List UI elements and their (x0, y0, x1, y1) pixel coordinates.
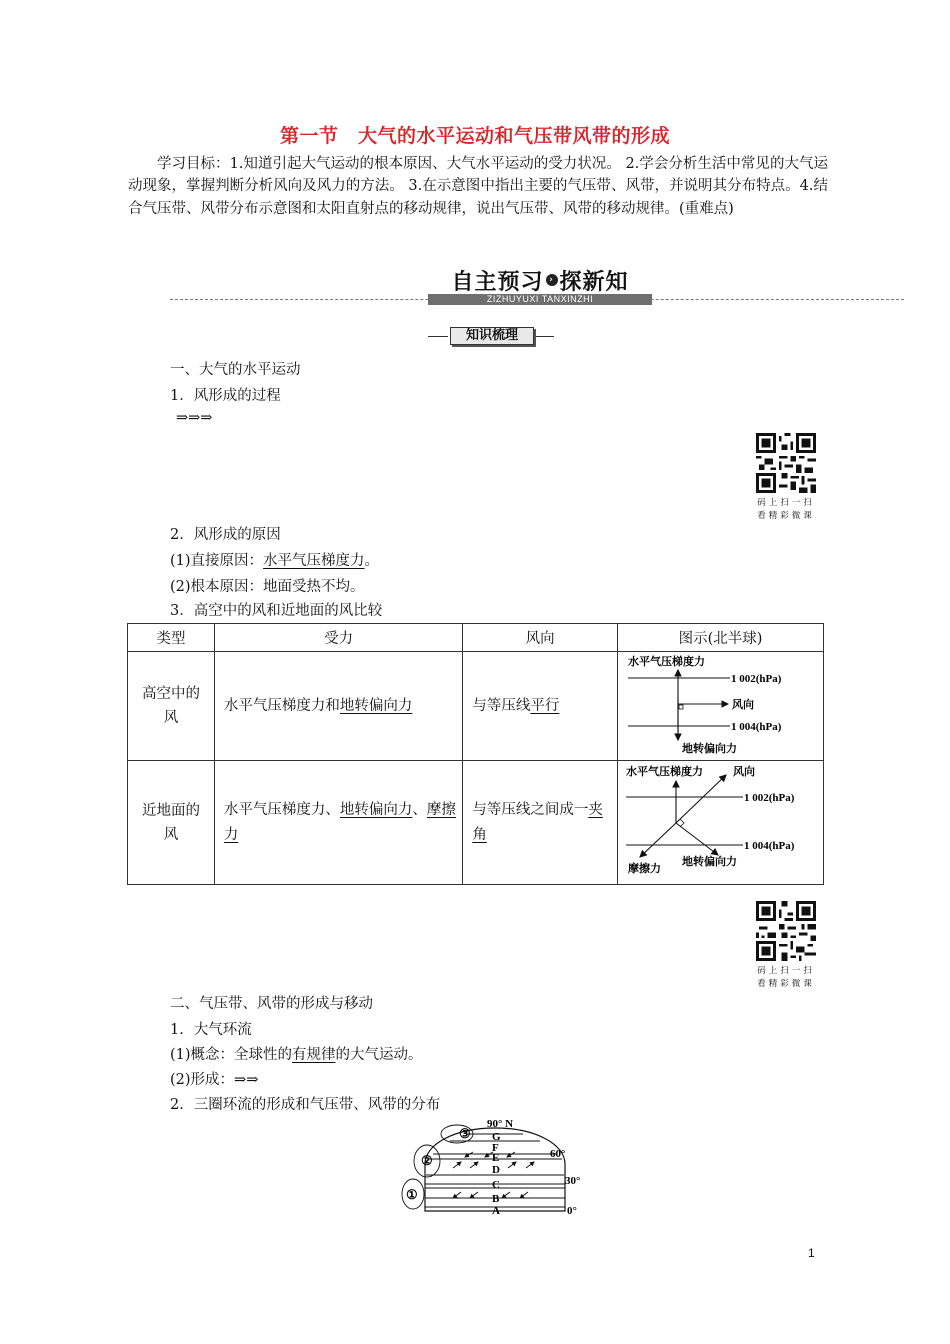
header-diagram: 图示(北半球) (617, 624, 823, 652)
label-pgf: 水平气压梯度力 (627, 656, 705, 668)
row2-force-answer2: 摩擦力 (223, 801, 456, 843)
qr-caption-1-line1: 码上扫一扫 (757, 498, 815, 508)
band-letter-e: E (492, 1152, 500, 1164)
qr-code-icon[interactable] (756, 901, 816, 961)
direct-cause: (1)直接原因：水平气压梯度力。 (170, 553, 380, 569)
band-letter-a: A (492, 1205, 500, 1217)
label-pgf-2: 水平气压梯度力 (625, 766, 703, 778)
concept-answer: 有规律 (292, 1047, 336, 1063)
page-number: 1 (808, 1246, 815, 1260)
section-banner (428, 266, 652, 306)
circulation-concept: (1)概念：全球性的有规律的大气运动。 (170, 1047, 423, 1063)
upper-wind-diagram-cell (617, 652, 823, 761)
label-1002-2: 1 002(hPa) (743, 792, 795, 804)
header-force: 受力 (214, 624, 462, 652)
band-letter-f: F (492, 1142, 499, 1154)
row1-force-answer: 地转偏向力 (339, 697, 413, 714)
label-coriolis: 地转偏向力 (681, 743, 737, 755)
row1-direction-answer: 平行 (530, 697, 560, 714)
table-row (128, 652, 824, 761)
row2-force-answer1: 地转偏向力 (339, 801, 413, 818)
row2-force: 水平气压梯度力、地转偏向力、摩擦力 (214, 761, 462, 885)
band-letter-d: D (492, 1164, 500, 1176)
row2-direction: 与等压线之间成一夹角 (463, 761, 618, 885)
band-letter-g: G (492, 1131, 501, 1143)
lat-30: 30° (565, 1175, 581, 1187)
label-wind-2: 风向 (732, 766, 755, 778)
qr-code-block-1[interactable] (753, 433, 819, 523)
upper-wind-diagram (618, 652, 823, 756)
label-friction: 摩擦力 (627, 863, 661, 875)
table-row (128, 761, 824, 885)
qr-caption-2-line1: 码上扫一扫 (757, 966, 815, 976)
banner-main: 自主预习 (451, 269, 544, 295)
section1-heading: 一、大气的水平运动 (170, 362, 301, 378)
surface-wind-diagram (618, 761, 823, 880)
qr-caption-2-line2: 看精彩微课 (757, 979, 815, 989)
wind-process-arrows: ⇒⇒⇒ (176, 410, 213, 426)
banner-accent: 探新知 (559, 269, 629, 295)
qr-code-icon[interactable] (756, 433, 816, 493)
knowledge-tag (428, 327, 554, 345)
table-header-row (128, 624, 824, 652)
banner-pinyin: ZIZHUYUXI TANXINZHI (428, 294, 652, 305)
learning-objectives: 学习目标：1.知道引起大气运动的根本原因、大气水平运动的受力状况。 2.学会分析生活中常见的大气运动现象，掌握判断分析风向及风力的方法。 3.在示意图中指出主要的气压带、风带，并说明其分布特点。4.结合气压带、风带分布示意图和太阳直射点的移动规律，说出气压带、风带的移动规律。(重难点) (128, 156, 828, 217)
row1-direction: 与等压线平行 (463, 652, 618, 761)
qr-caption-1-line2: 看精彩微课 (757, 511, 815, 521)
banner-arrow-icon: › (546, 274, 558, 286)
label-1004-2: 1 004(hPa) (743, 840, 795, 852)
section1-item3: 3．高空中的风和近地面的风比较 (170, 603, 383, 619)
knowledge-tag-label: 知识梳理 (450, 327, 534, 345)
row1-force: 水平气压梯度力和地转偏向力 (214, 652, 462, 761)
row1-type: 高空中的风 (128, 652, 215, 761)
header-direction: 风向 (463, 624, 618, 652)
section2-item1: 1．大气环流 (170, 1022, 252, 1038)
wind-comparison-table (127, 623, 824, 885)
direct-cause-answer: 水平气压梯度力 (263, 553, 365, 569)
row2-type: 近地面的风 (128, 761, 215, 885)
section2-item2: 2．三圈环流的形成和气压带、风带的分布 (170, 1097, 441, 1113)
page-title: 第一节 大气的水平运动和气压带风带的形成 (279, 125, 670, 147)
label-wind: 风向 (731, 699, 754, 711)
lat-60: 60° (550, 1148, 566, 1160)
section2-heading: 二、气压带、风带的形成与移动 (170, 996, 373, 1012)
circulation-formation: (2)形成：⇒⇒ (170, 1072, 259, 1088)
band-letter-b: B (492, 1193, 500, 1205)
header-type: 类型 (128, 624, 215, 652)
lat-0: 0° (567, 1205, 577, 1217)
label-coriolis-2: 地转偏向力 (681, 856, 737, 868)
band-letter-c: C (492, 1179, 500, 1191)
section1-item1: 1．风形成的过程 (170, 388, 281, 404)
cell-label-2: ② (421, 1153, 433, 1168)
qr-code-block-2[interactable] (753, 901, 819, 991)
label-1002: 1 002(hPa) (730, 673, 782, 685)
three-cell-circulation-diagram (395, 1114, 595, 1218)
section1-item2: 2．风形成的原因 (170, 527, 281, 543)
lat-90n: 90° N (487, 1118, 514, 1130)
root-cause: (2)根本原因：地面受热不均。 (170, 579, 365, 595)
row2-direction-answer: 夹角 (472, 801, 603, 843)
label-1004: 1 004(hPa) (730, 721, 782, 733)
cell-label-3: ③ (459, 1126, 471, 1141)
surface-wind-diagram-cell (617, 761, 823, 885)
cell-label-1: ① (406, 1187, 418, 1202)
